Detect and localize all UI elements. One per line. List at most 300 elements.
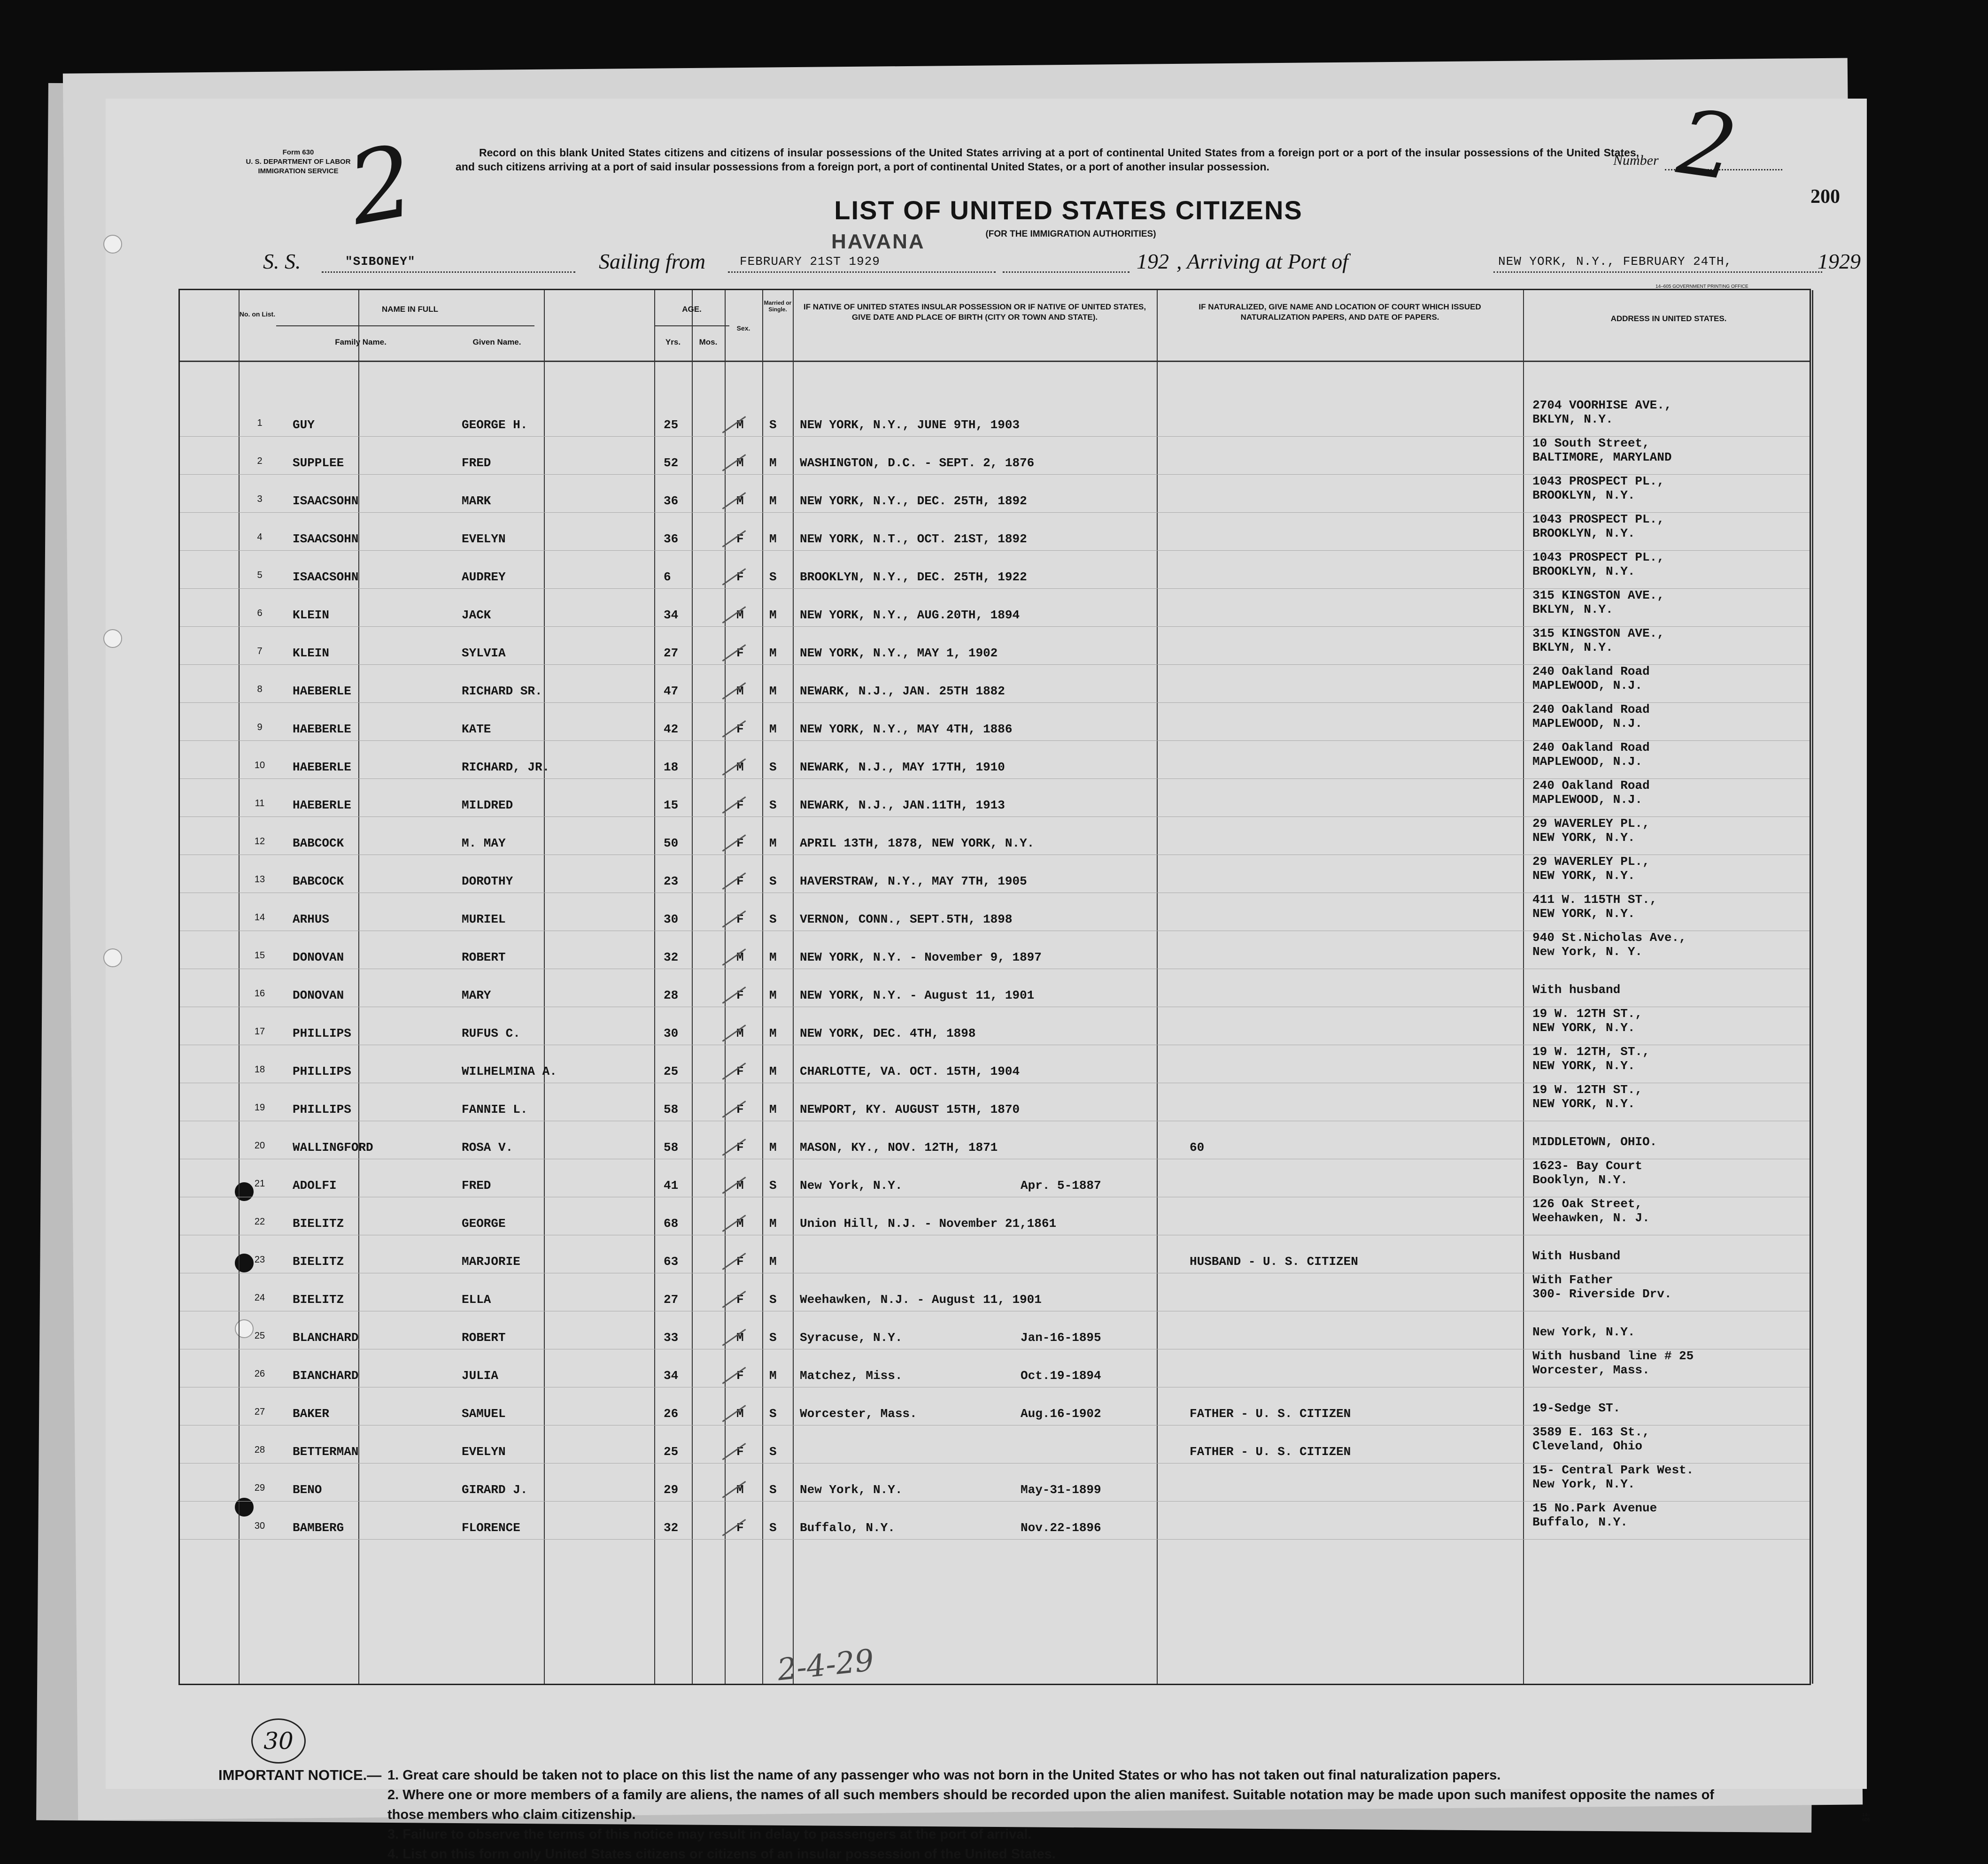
cell-yrs: 32: [664, 950, 679, 964]
header-sub-divider: [654, 325, 729, 326]
sailing-date: FEBRUARY 21ST 1929: [740, 254, 880, 269]
table-row: [180, 1235, 1810, 1273]
notice-label: IMPORTANT NOTICE.—: [218, 1767, 382, 1783]
cell-yrs: 26: [664, 1407, 679, 1421]
cell-addr2: MAPLEWOOD, N.J.: [1532, 678, 1643, 693]
header-sub-divider: [276, 325, 534, 326]
cell-ms: S: [769, 1178, 777, 1193]
notice-item-3: 3. Failure to observe the terms of this notice may result in delay to passengers at the port of arrival.: [387, 1827, 1032, 1842]
cell-sex: F: [736, 1102, 744, 1117]
cell-nat: HUSBAND - U. S. CITIZEN: [1190, 1255, 1358, 1269]
passenger-table: [178, 289, 1811, 1688]
cell-addr2: NEW YORK, N.Y.: [1532, 1021, 1635, 1035]
cell-birth: NEW YORK, N.T., OCT. 21ST, 1892: [800, 532, 1027, 546]
cell-family: BIELITZ: [293, 1293, 344, 1307]
cell-sex: F: [736, 988, 744, 1002]
table-row: [180, 1045, 1810, 1083]
cell-yrs: 25: [664, 418, 679, 432]
cell-birth-date: Oct.19-1894: [1021, 1369, 1101, 1383]
cell-yrs: 34: [664, 1369, 679, 1383]
cell-no: 1: [257, 418, 263, 428]
cell-given: M. MAY: [462, 836, 506, 850]
cell-sex: M: [736, 1407, 744, 1421]
cell-family: ISAACSOHN: [293, 494, 359, 508]
record-instructions: Record on this blank United States citizens and citizens of insular possessions of the United States arriving at a port of continental United States from a foreign port or a port of the insular possessions of the United States, and such citizens arriving at a port of said insular possessions from a foreign port, a port of continental United States, or a port of another insular possession.: [456, 146, 1639, 173]
header-yrs: Yrs.: [665, 338, 681, 347]
cell-yrs: 58: [664, 1140, 679, 1155]
cell-sex: F: [736, 874, 744, 888]
cell-birth-date: May-31-1899: [1021, 1483, 1101, 1497]
cell-given: WILHELMINA A.: [462, 1064, 557, 1078]
cell-given: FRED: [462, 456, 491, 470]
passenger-rows: [180, 398, 1810, 1539]
cell-yrs: 68: [664, 1217, 679, 1231]
header-name-in-full: NAME IN FULL: [382, 305, 438, 314]
cell-addr2: BROOKLYN, N.Y.: [1532, 564, 1635, 578]
cell-yrs: 27: [664, 646, 679, 660]
table-row: [180, 1121, 1810, 1159]
circled-passenger-count: 30: [251, 1718, 306, 1764]
cell-given: MURIEL: [462, 912, 506, 926]
cell-yrs: 33: [664, 1331, 679, 1345]
table-row: [180, 474, 1810, 513]
cell-addr2: Buffalo, N.Y.: [1532, 1515, 1628, 1529]
cell-addr1: 1043 PROSPECT PL.,: [1532, 512, 1664, 526]
cell-no: 30: [254, 1521, 265, 1531]
stamped-page-number: 200: [1810, 186, 1840, 208]
cell-family: BIELITZ: [293, 1255, 344, 1269]
cell-sex: F: [736, 1445, 744, 1459]
cell-birth: Weehawken, N.J. - August 11, 1901: [800, 1293, 1042, 1307]
cell-sex: F: [736, 1255, 744, 1269]
cell-ms: M: [769, 1064, 777, 1078]
cell-no: 25: [254, 1331, 265, 1341]
cell-given: FRED: [462, 1178, 491, 1193]
cell-family: ISAACSOHN: [293, 570, 359, 584]
cell-addr2: NEW YORK, N.Y.: [1532, 1059, 1635, 1073]
cell-sex: M: [736, 1483, 744, 1497]
cell-addr1: 315 KINGSTON AVE.,: [1532, 626, 1664, 640]
table-row: [180, 778, 1810, 817]
header-birth: IF NATIVE OF UNITED STATES INSULAR POSSESSION OR IF NATIVE OF UNITED STATES, GIVE DATE AND PLACE OF BIRTH (CITY OR TOWN AND STATE).: [803, 302, 1146, 322]
cell-no: 22: [254, 1217, 265, 1227]
cell-addr2: 300- Riverside Drv.: [1532, 1287, 1672, 1301]
cell-given: MARK: [462, 494, 491, 508]
cell-given: EVELYN: [462, 532, 506, 546]
table-row: [180, 1425, 1810, 1463]
cell-no: 29: [254, 1483, 265, 1493]
cell-addr1: 315 KINGSTON AVE.,: [1532, 588, 1664, 602]
cell-no: 27: [254, 1407, 265, 1417]
cell-given: MARY: [462, 988, 491, 1002]
cell-addr2: New York, N.Y.: [1532, 1477, 1635, 1491]
cell-no: 13: [254, 874, 265, 885]
table-row: [180, 512, 1810, 551]
cell-birth: VERNON, CONN., SEPT.5TH, 1898: [800, 912, 1013, 926]
cell-birth: BROOKLYN, N.Y., DEC. 25TH, 1922: [800, 570, 1027, 584]
cell-family: HAEBERLE: [293, 684, 351, 698]
cell-addr2: With Husband: [1532, 1249, 1621, 1263]
cell-sex: M: [736, 418, 744, 432]
cell-family: PHILLIPS: [293, 1026, 351, 1040]
document-subtitle: (FOR THE IMMIGRATION AUTHORITIES): [985, 229, 1156, 239]
cell-ms: S: [769, 1293, 777, 1307]
cell-given: SAMUEL: [462, 1407, 506, 1421]
cell-given: FLORENCE: [462, 1521, 520, 1535]
table-row: [180, 740, 1810, 779]
cell-addr1: 10 South Street,: [1532, 436, 1650, 450]
cell-birth: Worcester, Mass.: [800, 1407, 917, 1421]
cell-no: 28: [254, 1445, 265, 1455]
cell-family: DONOVAN: [293, 950, 344, 964]
cell-ms: S: [769, 1331, 777, 1345]
cell-addr1: 1623- Bay Court: [1532, 1159, 1643, 1173]
header-naturalized: IF NATURALIZED, GIVE NAME AND LOCATION OF COURT WHICH ISSUED NATURALIZATION PAPERS, AND DATE OF PAPERS.: [1199, 302, 1481, 322]
cell-yrs: 30: [664, 912, 679, 926]
service-name: IMMIGRATION SERVICE: [258, 167, 339, 175]
cell-ms: S: [769, 570, 777, 584]
cell-ms: M: [769, 1217, 777, 1231]
cell-addr2: New York, N. Y.: [1532, 945, 1643, 959]
cell-family: DONOVAN: [293, 988, 344, 1002]
cell-addr1: 940 St.Nicholas Ave.,: [1532, 931, 1686, 945]
cell-yrs: 47: [664, 684, 679, 698]
cell-birth: APRIL 13TH, 1878, NEW YORK, N.Y.: [800, 836, 1035, 850]
table-row: [180, 893, 1810, 931]
cell-given: ROBERT: [462, 950, 506, 964]
printer-mark: 14–605 GOVERNMENT PRINTING OFFICE: [1655, 284, 1748, 289]
table-row: [180, 588, 1810, 627]
cell-yrs: 41: [664, 1178, 679, 1193]
cell-birth: NEWPORT, KY. AUGUST 15TH, 1870: [800, 1102, 1020, 1117]
cell-yrs: 36: [664, 532, 679, 546]
cell-family: BIANCHARD: [293, 1369, 359, 1383]
table-row: [180, 1387, 1810, 1425]
cell-no: 24: [254, 1293, 265, 1303]
cell-no: 15: [254, 950, 265, 961]
cell-sex: F: [736, 912, 744, 926]
cell-nat: 60: [1190, 1140, 1205, 1155]
cell-ms: M: [769, 684, 777, 698]
header-age: AGE.: [682, 305, 702, 314]
cell-addr2: BKLYN, N.Y.: [1532, 412, 1613, 426]
cell-addr1: 15- Central Park West.: [1532, 1463, 1694, 1477]
cell-ms: M: [769, 532, 777, 546]
table-row: [180, 1311, 1810, 1349]
cell-no: 17: [254, 1026, 265, 1037]
cell-family: SUPPLEE: [293, 456, 344, 470]
cell-sex: M: [736, 456, 744, 470]
cell-family: ARHUS: [293, 912, 330, 926]
cell-birth: CHARLOTTE, VA. OCT. 15TH, 1904: [800, 1064, 1020, 1078]
binder-hole: [103, 629, 122, 648]
cell-no: 12: [254, 836, 265, 847]
cell-addr1: 15 No.Park Avenue: [1532, 1501, 1657, 1515]
cell-birth: MASON, KY., NOV. 12TH, 1871: [800, 1140, 998, 1155]
cell-no: 10: [254, 760, 265, 770]
cell-addr1: With Father: [1532, 1273, 1613, 1287]
cell-ms: M: [769, 494, 777, 508]
cell-family: BABCOCK: [293, 836, 344, 850]
cell-ms: M: [769, 1102, 777, 1117]
table-row: [180, 931, 1810, 969]
cell-birth-date: Nov.22-1896: [1021, 1521, 1101, 1535]
cell-family: ISAACSOHN: [293, 532, 359, 546]
cell-birth: New York, N.Y.: [800, 1178, 903, 1193]
sailing-label: Sailing from: [599, 249, 706, 273]
cell-ms: M: [769, 608, 777, 622]
cell-birth: New York, N.Y.: [800, 1483, 903, 1497]
cell-yrs: 42: [664, 722, 679, 736]
arrival-year: 1929: [1818, 249, 1861, 273]
table-row: [180, 1349, 1810, 1387]
cell-birth: NEW YORK, N.Y. - August 11, 1901: [800, 988, 1035, 1002]
cell-no: 8: [257, 684, 263, 694]
cell-given: DOROTHY: [462, 874, 513, 888]
cell-sex: F: [736, 1064, 744, 1078]
cell-addr2: NEW YORK, N.Y.: [1532, 907, 1635, 921]
cell-ms: M: [769, 1026, 777, 1040]
cell-addr1: 19 W. 12TH ST.,: [1532, 1007, 1643, 1021]
cell-birth: NEW YORK, N.Y. - November 9, 1897: [800, 950, 1042, 964]
cell-addr2: NEW YORK, N.Y.: [1532, 831, 1635, 845]
cell-addr2: Booklyn, N.Y.: [1532, 1173, 1628, 1187]
cell-ms: S: [769, 874, 777, 888]
cell-yrs: 58: [664, 1102, 679, 1117]
cell-birth: NEW YORK, DEC. 4TH, 1898: [800, 1026, 976, 1040]
cell-sex: F: [736, 1521, 744, 1535]
cell-addr1: 240 Oakland Road: [1532, 740, 1650, 755]
form-code: 14–605: [1862, 1812, 1870, 1823]
year-prefix: 192: [1137, 249, 1169, 273]
ss-label: S. S.: [263, 249, 301, 273]
arrival-port-date: NEW YORK, N.Y., FEBRUARY 24TH,: [1498, 254, 1733, 269]
cell-sex: F: [736, 646, 744, 660]
cell-sex: F: [736, 1293, 744, 1307]
cell-addr1: 1043 PROSPECT PL.,: [1532, 550, 1664, 564]
cell-sex: F: [736, 1140, 744, 1155]
cell-addr1: 1043 PROSPECT PL.,: [1532, 474, 1664, 488]
cell-addr1: 29 WAVERLEY PL.,: [1532, 816, 1650, 831]
cell-ms: S: [769, 912, 777, 926]
header-no: No. on List.: [239, 310, 276, 318]
cell-ms: M: [769, 1140, 777, 1155]
table-row: [180, 664, 1810, 703]
cell-no: 5: [257, 570, 263, 580]
cell-addr2: With husband: [1532, 983, 1621, 997]
cell-sex: M: [736, 684, 744, 698]
cell-yrs: 28: [664, 988, 679, 1002]
sailing-date-line: [728, 271, 996, 273]
header-married-single: Married or Single.: [764, 300, 792, 313]
department-name: U. S. DEPARTMENT OF LABOR: [246, 158, 351, 166]
cell-yrs: 36: [664, 494, 679, 508]
cell-no: 11: [255, 798, 265, 809]
cell-no: 16: [254, 988, 265, 999]
cell-yrs: 30: [664, 1026, 679, 1040]
cell-addr2: MAPLEWOOD, N.J.: [1532, 755, 1643, 769]
cell-given: RICHARD SR.: [462, 684, 542, 698]
cell-yrs: 52: [664, 456, 679, 470]
cell-no: 2: [257, 456, 263, 466]
cell-birth: WASHINGTON, D.C. - SEPT. 2, 1876: [800, 456, 1035, 470]
cell-family: WALLINGFORD: [293, 1140, 373, 1155]
header-family-name: Family Name.: [335, 338, 387, 347]
cell-ms: M: [769, 722, 777, 736]
cell-sex: F: [736, 722, 744, 736]
cell-given: JACK: [462, 608, 491, 622]
table-row: [180, 398, 1810, 437]
handwritten-list-number: 2: [340, 123, 422, 247]
cell-family: HAEBERLE: [293, 760, 351, 774]
cell-no: 19: [254, 1102, 265, 1113]
cell-no: 20: [254, 1140, 265, 1151]
cell-family: KLEIN: [293, 608, 330, 622]
manifest-page: [106, 90, 1870, 1862]
cell-birth: Syracuse, N.Y.: [800, 1331, 903, 1345]
cell-addr2: NEW YORK, N.Y.: [1532, 869, 1635, 883]
voyage-line: [263, 249, 1861, 277]
cell-ms: S: [769, 1407, 777, 1421]
sailing-port: HAVANA: [831, 230, 925, 253]
header-bottom: [180, 361, 1810, 362]
cell-yrs: 23: [664, 874, 679, 888]
cell-sex: M: [736, 1026, 744, 1040]
cell-given: FANNIE L.: [462, 1102, 528, 1117]
cell-family: KLEIN: [293, 646, 330, 660]
header-mos: Mos.: [699, 338, 718, 347]
cell-yrs: 63: [664, 1255, 679, 1269]
handwritten-number: 2: [1672, 90, 1743, 201]
ship-name-line: [322, 271, 575, 273]
cell-ms: M: [769, 1369, 777, 1383]
cell-family: BAKER: [293, 1407, 330, 1421]
cell-addr2: New York, N.Y.: [1532, 1325, 1635, 1339]
cell-no: 4: [257, 532, 263, 542]
cell-sex: M: [736, 1217, 744, 1231]
cell-no: 14: [254, 912, 265, 923]
cell-given: ROBERT: [462, 1331, 506, 1345]
cell-given: RICHARD, JR.: [462, 760, 550, 774]
cell-family: ADOLFI: [293, 1178, 337, 1193]
cell-no: 21: [254, 1178, 265, 1189]
cell-addr2: BKLYN, N.Y.: [1532, 602, 1613, 616]
cell-given: ROSA V.: [462, 1140, 513, 1155]
cell-addr1: 29 WAVERLEY PL.,: [1532, 855, 1650, 869]
cell-nat: FATHER - U. S. CITIZEN: [1190, 1407, 1351, 1421]
table-row: [180, 626, 1810, 665]
cell-birth-date: Jan-16-1895: [1021, 1331, 1101, 1345]
cell-addr1: 126 Oak Street,: [1532, 1197, 1643, 1211]
cell-sex: M: [736, 760, 744, 774]
cell-addr1: 19 W. 12TH ST.,: [1532, 1083, 1643, 1097]
cell-birth: Union Hill, N.J. - November 21,1861: [800, 1217, 1057, 1231]
header-address: ADDRESS IN UNITED STATES.: [1610, 314, 1727, 323]
cell-family: HAEBERLE: [293, 798, 351, 812]
cell-sex: F: [736, 532, 744, 546]
cell-no: 3: [257, 494, 263, 504]
cell-yrs: 34: [664, 608, 679, 622]
cell-birth-date: Aug.16-1902: [1021, 1407, 1101, 1421]
cell-given: EVELYN: [462, 1445, 506, 1459]
cell-no: 7: [257, 646, 263, 656]
cell-sex: F: [736, 1369, 744, 1383]
cell-addr2: 19-Sedge ST.: [1532, 1401, 1621, 1415]
sailing-date-line-2: [1003, 271, 1129, 273]
cell-birth: NEWARK, N.J., JAN.11TH, 1913: [800, 798, 1005, 812]
binder-hole: [103, 948, 122, 967]
table-row: [180, 855, 1810, 893]
cell-addr2: NEW YORK, N.Y.: [1532, 1097, 1635, 1111]
cell-no: 6: [257, 608, 263, 618]
cell-addr2: BALTIMORE, MARYLAND: [1532, 450, 1672, 464]
cell-no: 18: [254, 1064, 265, 1075]
cell-yrs: 18: [664, 760, 679, 774]
form-number: Form 630: [282, 148, 314, 156]
cell-given: ELLA: [462, 1293, 491, 1307]
cell-addr1: 240 Oakland Road: [1532, 778, 1650, 793]
header-given-name: Given Name.: [472, 338, 521, 347]
cell-yrs: 25: [664, 1445, 679, 1459]
cell-yrs: 25: [664, 1064, 679, 1078]
cell-addr1: 19 W. 12TH, ST.,: [1532, 1045, 1650, 1059]
cell-family: PHILLIPS: [293, 1102, 351, 1117]
binder-hole: [103, 235, 122, 254]
number-label: Number: [1613, 153, 1659, 168]
table-row: [180, 969, 1810, 1007]
cell-family: PHILLIPS: [293, 1064, 351, 1078]
cell-birth: NEW YORK, N.Y., JUNE 9TH, 1903: [800, 418, 1020, 432]
cell-family: BABCOCK: [293, 874, 344, 888]
cell-ms: M: [769, 456, 777, 470]
cell-family: BETTERMAN: [293, 1445, 359, 1459]
cell-family: BAMBERG: [293, 1521, 344, 1535]
cell-ms: S: [769, 1483, 777, 1497]
cell-given: KATE: [462, 722, 491, 736]
document-title: LIST OF UNITED STATES CITIZENS: [834, 195, 1303, 225]
table-row: [180, 816, 1810, 855]
ship-name: "SIBONEY": [345, 254, 416, 269]
notice-item-2: 2. Where one or more members of a family are aliens, the names of all such members should be recorded upon the alien manifest. Suitable notation may be made upon such manifest opposite the names of those members who claim citizenship.: [387, 1787, 1714, 1822]
cell-addr1: 240 Oakland Road: [1532, 702, 1650, 716]
cell-birth: Buffalo, N.Y.: [800, 1521, 895, 1535]
arriving-label: , Arriving at Port of: [1176, 249, 1348, 273]
cell-ms: M: [769, 646, 777, 660]
cell-ms: S: [769, 798, 777, 812]
cell-no: 9: [257, 722, 263, 732]
cell-birth: NEW YORK, N.Y., MAY 4TH, 1886: [800, 722, 1013, 736]
cell-birth: NEWARK, N.J., MAY 17TH, 1910: [800, 760, 1005, 774]
cell-birth: NEW YORK, N.Y., MAY 1, 1902: [800, 646, 998, 660]
cell-yrs: 29: [664, 1483, 679, 1497]
cell-birth: NEW YORK, N.Y., AUG.20TH, 1894: [800, 608, 1020, 622]
table-row: [180, 1273, 1810, 1311]
table-row: [180, 1463, 1810, 1502]
table-row: [180, 1197, 1810, 1235]
cell-birth: NEW YORK, N.Y., DEC. 25TH, 1892: [800, 494, 1027, 508]
cell-addr2: MIDDLETOWN, OHIO.: [1532, 1135, 1657, 1149]
cell-sex: M: [736, 1331, 744, 1345]
cell-ms: M: [769, 1255, 777, 1269]
table-row: [180, 702, 1810, 741]
cell-family: BENO: [293, 1483, 322, 1497]
cell-addr2: Worcester, Mass.: [1532, 1363, 1650, 1377]
cell-sex: M: [736, 608, 744, 622]
cell-family: HAEBERLE: [293, 722, 351, 736]
cell-addr1: 2704 VOORHISE AVE.,: [1532, 398, 1672, 412]
col-divider: [1812, 290, 1813, 1684]
cell-ms: S: [769, 1445, 777, 1459]
